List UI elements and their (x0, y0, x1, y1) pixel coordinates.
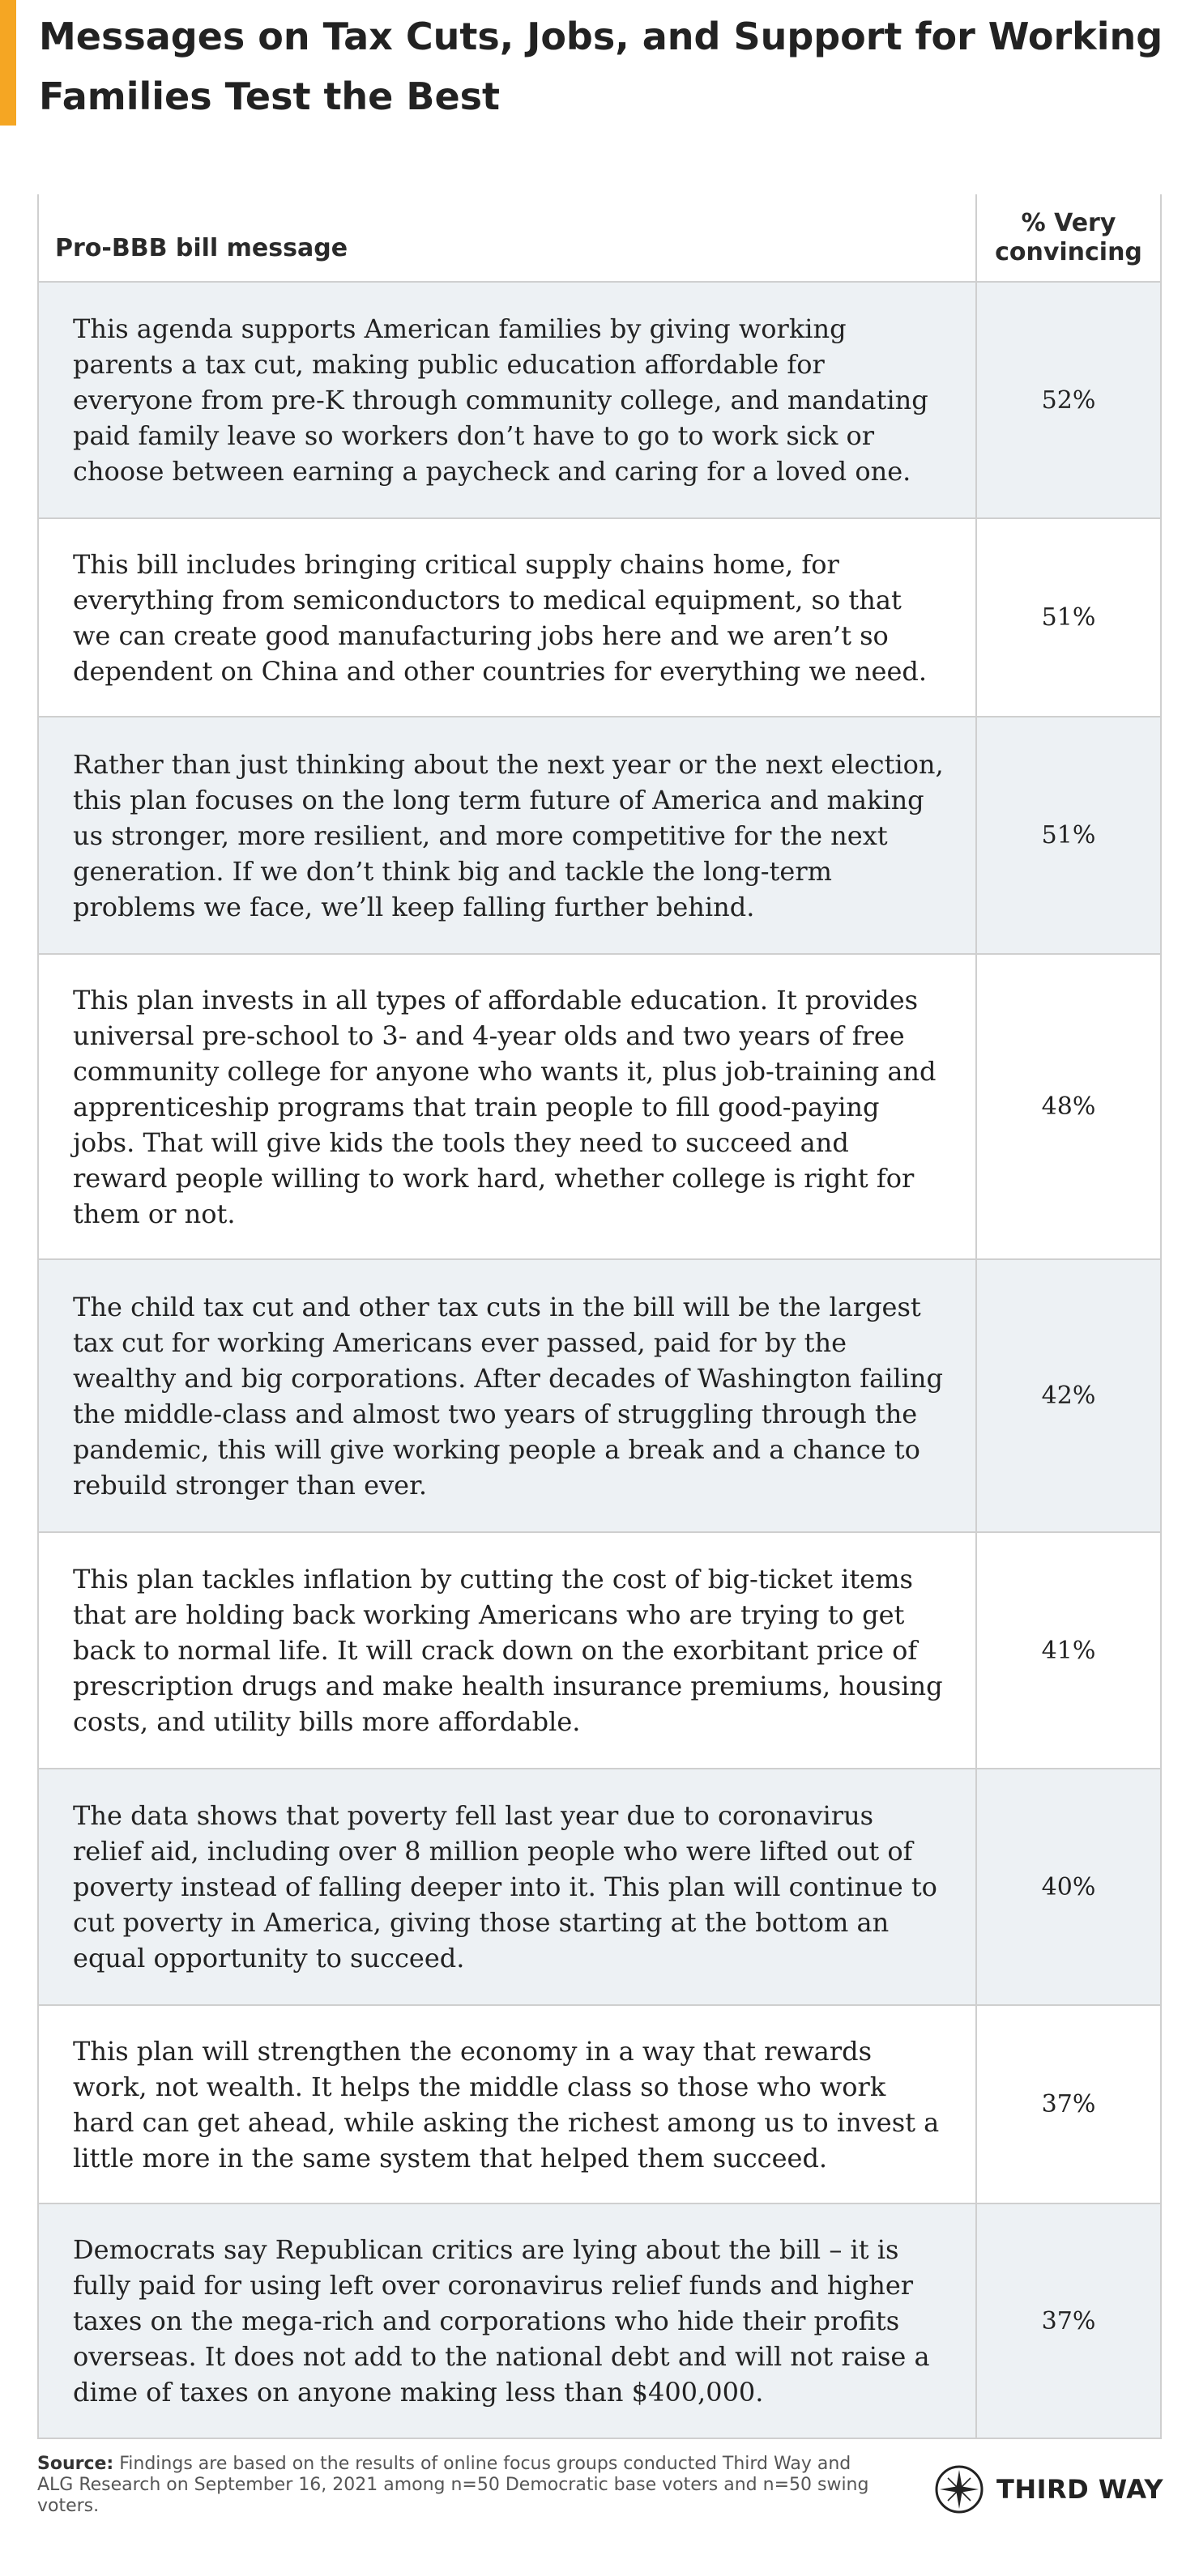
header-pct-line1: % Very (1021, 208, 1116, 237)
message-text: Democrats say Republican critics are lying about the bill – it is fully paid for using left over coronavirus relief funds and higher taxes on the mega-rich and corporations who hide their profits overseas. It does not add to the national debt and will not raise a dime of taxes on anyone making less than $400,000. (38, 2203, 976, 2438)
message-text: This bill includes bringing critical supply chains home, for everything from semiconductors to medical equipment, so that we can create good manufacturing jobs here and we aren’t so dependent on China and other countries for everything we need. (38, 518, 976, 717)
table-row (38, 954, 1161, 1259)
message-text: The data shows that poverty fell last year due to coronavirus relief aid, including over 8 million people who were lifted out of poverty instead of falling deeper into it. This plan will continue to cut poverty in America, giving those starting at the bottom an equal opportunity to succeed. (38, 1769, 976, 2005)
table-row (38, 2005, 1161, 2203)
message-text: Rather than just thinking about the next year or the next election, this plan focuses on the long term future of America and making us stronger, more resilient, and more competitive for the next generation. If we don’t think big and tackle the long-term problems we face, we’ll keep falling further behind. (38, 717, 976, 954)
header-pct (976, 194, 1161, 282)
table-header-row (38, 194, 1161, 282)
header-pct-line2: convincing (995, 237, 1142, 266)
pct-value: 37% (976, 2005, 1161, 2203)
pct-value: 51% (976, 717, 1161, 954)
pct-value: 51% (976, 518, 1161, 717)
pct-value: 41% (976, 1532, 1161, 1769)
logo-text: THIRD WAY (996, 2474, 1164, 2505)
source-note (37, 2454, 880, 2517)
page-title: Messages on Tax Cuts, Jobs, and Support for Working Families Test the Best (39, 15, 1163, 118)
header-message: Pro-BBB bill message (38, 194, 976, 282)
pct-value: 42% (976, 1259, 1161, 1532)
table-row (38, 1769, 1161, 2005)
message-text: This plan tackles inflation by cutting the cost of big-ticket items that are holding back working Americans who are trying to get back to normal life. It will crack down on the exorbitant price of prescription drugs and make health insurance premiums, housing costs, and utility bills more affordable. (38, 1532, 976, 1769)
table-row (38, 518, 1161, 717)
table-row (38, 2203, 1161, 2438)
pct-value: 48% (976, 954, 1161, 1259)
source-label: Source: (37, 2454, 114, 2474)
pct-value: 40% (976, 1769, 1161, 2005)
messages-table (37, 194, 1162, 2439)
message-text: The child tax cut and other tax cuts in the bill will be the largest tax cut for working Americans ever passed, paid for by the wealthy and big corporations. After decades of Washington failing the middle-class and almost two years of struggling through the pandemic, this will give working people a break and a chance to rebuild stronger than ever. (38, 1259, 976, 1532)
third-way-logo (933, 2460, 1163, 2519)
message-text: This plan will strengthen the economy in a way that rewards work, not wealth. It helps the middle class so those who work hard can get ahead, while asking the richest among us to invest a little more in the same system that helped them succeed. (38, 2005, 976, 2203)
table-row (38, 1532, 1161, 1769)
source-text: Findings are based on the results of online focus groups conducted Third Way and ALG Research on September 16, 2021 among n=50 Democratic base voters and n=50 swing voters. (37, 2454, 869, 2516)
table-row (38, 717, 1161, 954)
table-row (38, 282, 1161, 518)
title-accent-bar (0, 0, 16, 126)
pct-value: 37% (976, 2203, 1161, 2438)
compass-star-icon (933, 2463, 985, 2515)
message-text: This plan invests in all types of affordable education. It provides universal pre-school to 3- and 4-year olds and two years of free community college for anyone who wants it, plus job-training and apprenticeship programs that train people to fill good-paying jobs. That will give kids the tools they need to succeed and reward people willing to work hard, whether college is right for them or not. (38, 954, 976, 1259)
pct-value: 52% (976, 282, 1161, 518)
message-text: This agenda supports American families by giving working parents a tax cut, making public education affordable for everyone from pre-K through community college, and mandating paid family leave so workers don’t have to go to work sick or choose between earning a paycheck and caring for a loved one. (38, 282, 976, 518)
table-row (38, 1259, 1161, 1532)
